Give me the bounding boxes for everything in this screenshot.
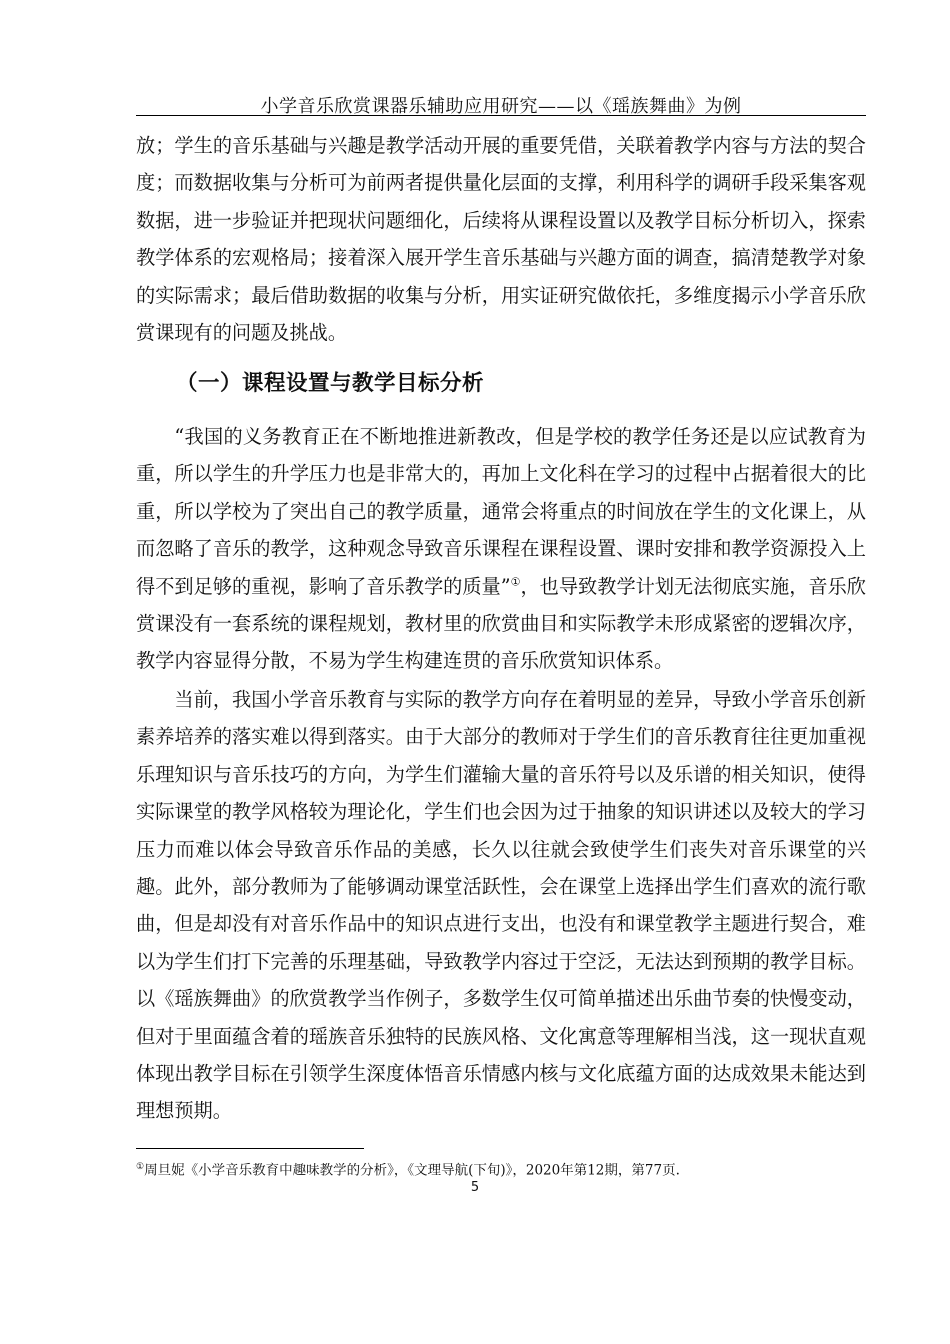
footnote xyxy=(136,1158,866,1180)
current-paragraph: 当前，我国小学音乐教育与实际的教学方向存在着明显的差异，导致小学音乐创新素养培养的落实难以得到落实。由于大部分的教师对于学生们的音乐教育往往更加重视乐理知识与音乐技巧的方向，为学生们灌输大量的音乐符号以及乐谱的相关知识，使得实际课堂的教学风格较为理论化，学生们也会因为过于抽象的知识讲述以及较大的学习压力而难以体会导致音乐作品的美感，长久以往就会致使学生们丧失对音乐课堂的兴趣。此外，部分教师为了能够调动课堂活跃性，会在课堂上选择出学生们喜欢的流行歌曲，但是却没有对音乐作品中的知识点进行支出，也没有和课堂教学主题进行契合，难以为学生们打下完善的乐理基础，导致教学内容过于空泛，无法达到预期的教学目标。以《瑶族舞曲》的欣赏教学当作例子，多数学生仅可简单描述出乐曲节奏的快慢变动，但对于里面蕴含着的瑶族音乐独特的民族风格、文化寓意等理解相当浅，这一现状直观体现出教学目标在引领学生深度体悟音乐情感内核与文化底蕴方面的达成效果未能达到理想预期。 xyxy=(136,688,866,1123)
intro-paragraph: 放；学生的音乐基础与兴趣是教学活动开展的重要凭借，关联着教学内容与方法的契合度；而数据收集与分析可为前两者提供量化层面的支撑，利用科学的调研手段采集客观数据，进一步验证并把现状问题细化，后续将从课程设置以及教学目标分析切入，探索教学体系的宏观格局；接着深入展开学生音乐基础与兴趣方面的调查，搞清楚教学对象的实际需求；最后借助数据的收集与分析，用实证研究做依托，多维度揭示小学音乐欣赏课现有的问题及挑战。 xyxy=(136,134,866,345)
quote-paragraph-block xyxy=(136,418,866,680)
footnote-text: 周旦妮《小学音乐教育中趣味教学的分析》，《文理导航(下旬)》，2020年第12期，第77页. xyxy=(144,1162,680,1179)
section-heading: （一）课程设置与教学目标分析 xyxy=(176,371,485,396)
quote-continuation: ，也导致教学计划无法彻底实施，音乐欣赏课没有一套系统的课程规划，教材里的欣赏曲目和实际教学未形成紧密的逻辑次序，教学内容显得分散，不易为学生构建连贯的音乐欣赏知识体系。 xyxy=(136,574,866,673)
header-divider xyxy=(136,115,866,116)
page-number: 5 xyxy=(470,1180,480,1195)
quote-paragraph xyxy=(136,418,866,680)
footnote-divider xyxy=(136,1148,364,1149)
footnote-reference[interactable]: ① xyxy=(510,575,521,589)
running-header: 小学音乐欣赏课器乐辅助应用研究——以《瑶族舞曲》为例 xyxy=(260,96,742,117)
intro-paragraph-block xyxy=(136,127,866,351)
current-paragraph-block xyxy=(136,681,866,1130)
quote-text: “我国的义务教育正在不断地推进新教改，但是学校的教学任务还是以应试教育为重，所以学生的升学压力也是非常大的，再加上文化科在学习的过程中占据着很大的比重，所以学校为了突出自己的教学质量，通常会将重点的时间放在学生的文化课上，从而忽略了音乐的教学，这种观念导致音乐课程在课程设置、课时安排和教学资源投入上得不到足够的重视，影响了音乐教学的质量” xyxy=(136,425,866,598)
footnote-marker: ① xyxy=(136,1162,145,1172)
